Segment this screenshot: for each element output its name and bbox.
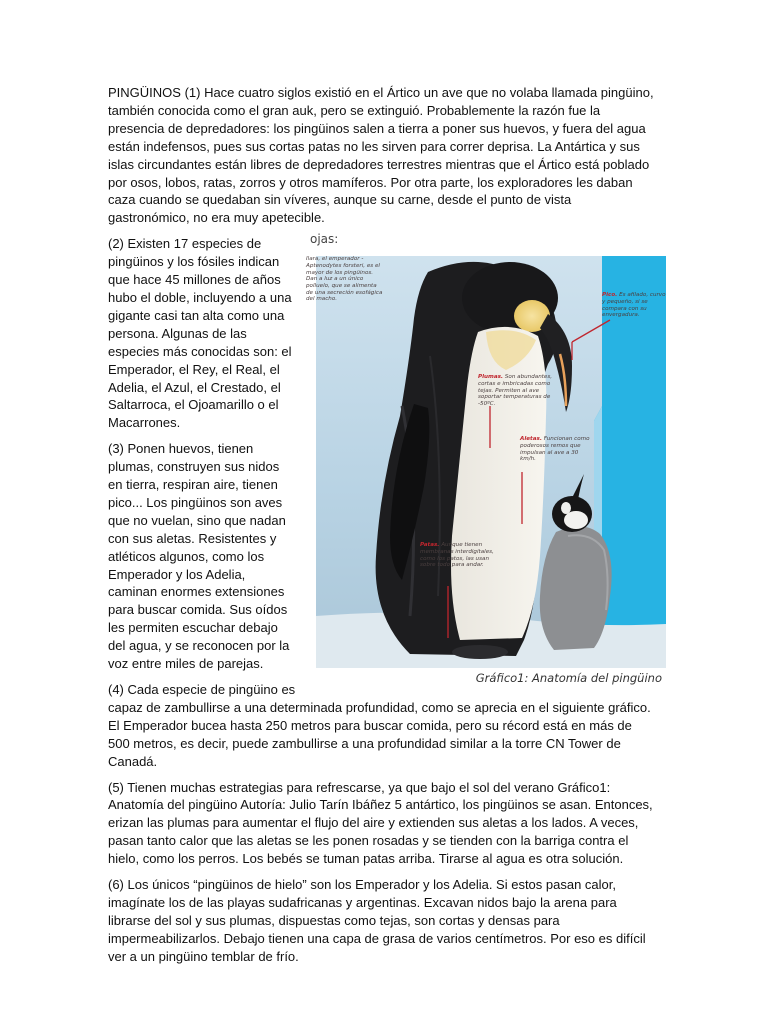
intro-note: Ilara, el emperador -Aptenodytes forsteri, es el mayor de los pingüinos. Dan a luz a un único polluelo, que se alimenta de una secreción esofágica del macho.	[306, 256, 383, 303]
penguin-anatomy-figure	[306, 232, 666, 688]
pico-label: Pico.	[602, 292, 618, 299]
paragraph-1: PINGÜINOS (1) Hace cuatro siglos existió en el Ártico un ave que no volaba llamada pingüino, también conocida como el gran auk, pero se extinguió. Probablemente la razón fue la presencia de depredadores: los pingüinos salen a tierra a poner sus huevos, y fuera del agua están indefensos, pues sus cortas patas no les sirven para correr deprisa. La Antártica y sus islas circundantes están libres de depredadores terrestres mientras que el Ártico está poblado por osos, lobos, ratas, zorros y otros mamíferos. Por otra parte, los exploradores les daban caza cuando se quedaban sin víveres, aunque su carne, desde el punto de vista gastronómico, no era muy apetecible.	[108, 85, 654, 226]
document-page	[108, 84, 666, 974]
plumas-text: Son abundantes, cortas e imbricadas como tejas. Permiten al ave soportar temperaturas de -50ºC.	[478, 374, 553, 408]
paragraph-6: (6) Los únicos “pingüinos de hielo” son los Emperador y los Adelia. Si estos pasan calor, imagínate los de las playas sudafricanas y argentinas. Excavan nidos bajo la arena para librarse del sol y sus plumas, dispuestas como tejas, son cortas y densas para impermeabilizarlos. Debajo tienen una capa de grasa de varios centímetros. Por eso es difícil ver a un pingüino temblar de frío.	[108, 877, 646, 964]
patas-note	[420, 542, 494, 569]
plumas-note	[478, 374, 560, 408]
pico-text: Es afilado, curvo y pequeño, si se compara con su envergadura.	[602, 292, 666, 319]
cropped-text: ojas:	[310, 232, 339, 247]
patas-label: Patas.	[420, 542, 440, 549]
paragraph-2: (2) Existen 17 especies de pingüinos y los fósiles indican que hace 45 millones de años hubo el doble, incluyendo a una gigante casi tan alta como una persona. Algunas de las especies más conocidas son: el Emperador, el Rey, el Real, el Adelia, el Azul, el Crestado, el Saltarroca, el Ojoamarillo o el Macarrones.	[108, 236, 292, 431]
aletas-note	[520, 436, 596, 463]
figure-caption: Gráfico1: Anatomía del pingüino	[475, 671, 662, 686]
paragraph-5: (5) Tienen muchas estrategias para refrescarse, ya que bajo el sol del verano Gráfico1: Anatomía del pingüino Autoría: Julio Tarín Ibáñez 5 antártico, los pingüinos se asan. Entonces, erizan las plumas para aumentar el flujo del aire y extienden sus aletas a los lados. A veces, pasan tanto calor que las aletas se les ponen rosadas y se tienden con la barriga contra el hielo, como los perros. Los bebés se tuman patas arriba. Tirarse al agua es otra solución.	[108, 779, 653, 867]
paragraph-4: (4) Cada especie de pingüino es capaz de zambullirse a una determinada profundidad, como se aprecia en el siguiente gráfico. El Emperador bucea hasta 250 metros para buscar comida, pero su récord está en más de 500 metros, es decir, puede zambullirse a una profundidad similar a la torre CN Tower de Canadá.	[108, 682, 651, 769]
paragraph-3: (3) Ponen huevos, tienen plumas, construyen sus nidos en tierra, respiran aire, tienen pico... Los pingüinos son aves que no vuelan, sino que nadan con sus aletas. Resistentes y atléticos algunos, como los Emperador y los Adelia, caminan enormes extensiones para buscar comida. Sus oídos les permiten escuchar debajo del agua, y se reconocen por la voz entre miles de parejas.	[108, 441, 290, 672]
pico-note	[602, 292, 666, 319]
aletas-label: Aletas.	[520, 436, 542, 443]
plumas-label: Plumas.	[478, 374, 504, 381]
patas-text: Aunque tienen membranas interdigitales, como los patos, las usan sobre todo para andar.	[420, 542, 494, 569]
aletas-text: Funcionan como poderosos remos que impulsan al ave a 30 km/h.	[520, 436, 590, 463]
